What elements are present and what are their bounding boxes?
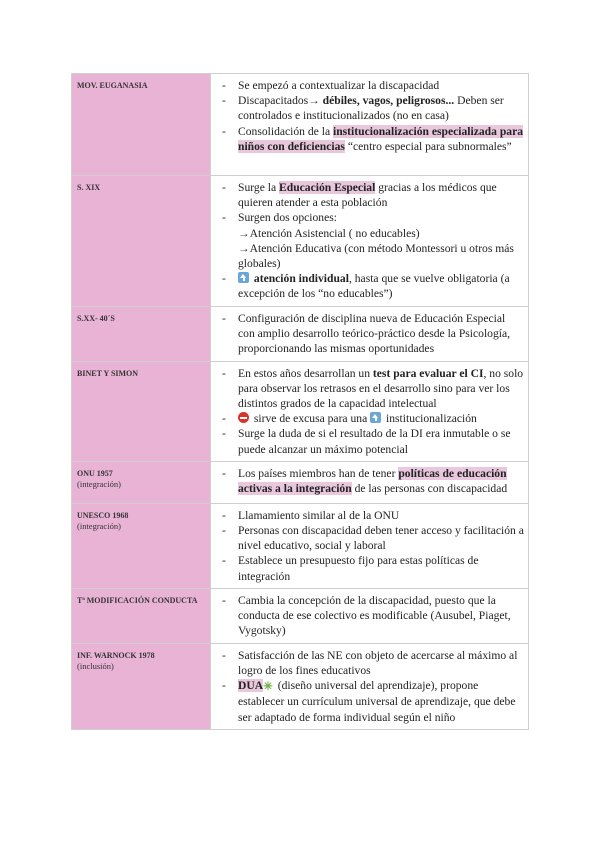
row-label: BINET Y SIMON <box>72 361 211 461</box>
row-label: S.XX- 40´S <box>72 306 211 361</box>
list-item: - En estos años desarrollan un test para evaluar el CI, no solo para observar los retrasos en el desarrollo sino para ver los distintos grados de la capacidad intelectual <box>219 366 524 412</box>
row-label: ONU 1957 (integración) <box>72 461 211 503</box>
table-row <box>72 74 529 176</box>
list-item: - Satisfacción de las NE con objeto de acercarse al máximo al logro de los fines educativos <box>219 648 524 678</box>
list-item: - Surge la duda de si el resultado de la DI era inmutable o se puede alcanzar un máximo potencial <box>219 426 524 456</box>
list-item: - Establece un presupuesto fijo para estas políticas de integración <box>219 553 524 583</box>
list-item: - atención individual, hasta que se vuelve obligatoria (a excepción de los “no educables”) <box>219 271 524 301</box>
list-item: - Los países miembros han de tener políticas de educación activas a la integración de las personas con discapacidad <box>219 466 524 496</box>
history-table <box>71 73 529 730</box>
table-row <box>72 361 529 461</box>
list-item: - Surge la Educación Especial gracias a los médicos que quieren atender a esta población <box>219 180 524 210</box>
row-content <box>211 588 529 643</box>
no-entry-icon <box>238 412 249 423</box>
list-item: - Discapacitados→ débiles, vagos, peligrosos... Deben ser controlados e institucionalizados (no en casa) <box>219 93 524 123</box>
row-label: S. XIX <box>72 176 211 307</box>
row-content <box>211 503 529 588</box>
up-arrow-icon <box>238 272 249 283</box>
row-content <box>211 361 529 461</box>
up-arrow-icon <box>370 412 381 423</box>
row-content <box>211 643 529 729</box>
table-row <box>72 643 529 729</box>
list-item: - Surgen dos opciones: →Atención Asistencial ( no educables) →Atención Educativa (con método Montessori u otros más globales) <box>219 210 524 271</box>
row-label: UNESCO 1968 (integración) <box>72 503 211 588</box>
row-content <box>211 176 529 307</box>
row-content <box>211 74 529 176</box>
sparkle-icon: ✳ <box>263 680 273 694</box>
list-item: - sirve de excusa para una institucionalización <box>219 411 524 426</box>
table-row <box>72 306 529 361</box>
list-item: - Se empezó a contextualizar la discapacidad <box>219 78 524 93</box>
table-row <box>72 176 529 307</box>
row-label: MOV. EUGANASIA <box>72 74 211 176</box>
row-label: Tª MODIFICACIÓN CONDUCTA <box>72 588 211 643</box>
row-label: INF. WARNOCK 1978 (inclusión) <box>72 643 211 729</box>
list-item: - Personas con discapacidad deben tener acceso y facilitación a nivel educativo, social y laboral <box>219 523 524 553</box>
row-content <box>211 306 529 361</box>
row-content <box>211 461 529 503</box>
list-item: - Consolidación de la institucionalización especializada para niños con deficiencias “centro especial para subnormales” <box>219 124 524 154</box>
table-row <box>72 588 529 643</box>
list-item: - Cambia la concepción de la discapacidad, puesto que la conducta de ese colectivo es modificable (Ausubel, Piaget, Vygotsky) <box>219 593 524 639</box>
list-item: - DUA✳ (diseño universal del aprendizaje), propone establecer un currículum universal de aprendizaje, que debe ser adaptado de forma individual según el niño <box>219 678 524 725</box>
list-item: - Llamamiento similar al de la ONU <box>219 508 524 523</box>
table-row <box>72 461 529 503</box>
table-row <box>72 503 529 588</box>
list-item: - Configuración de disciplina nueva de Educación Especial con amplio desarrollo teórico-práctico desde la Psicología, proporcionando las mismas oportunidades <box>219 311 524 357</box>
